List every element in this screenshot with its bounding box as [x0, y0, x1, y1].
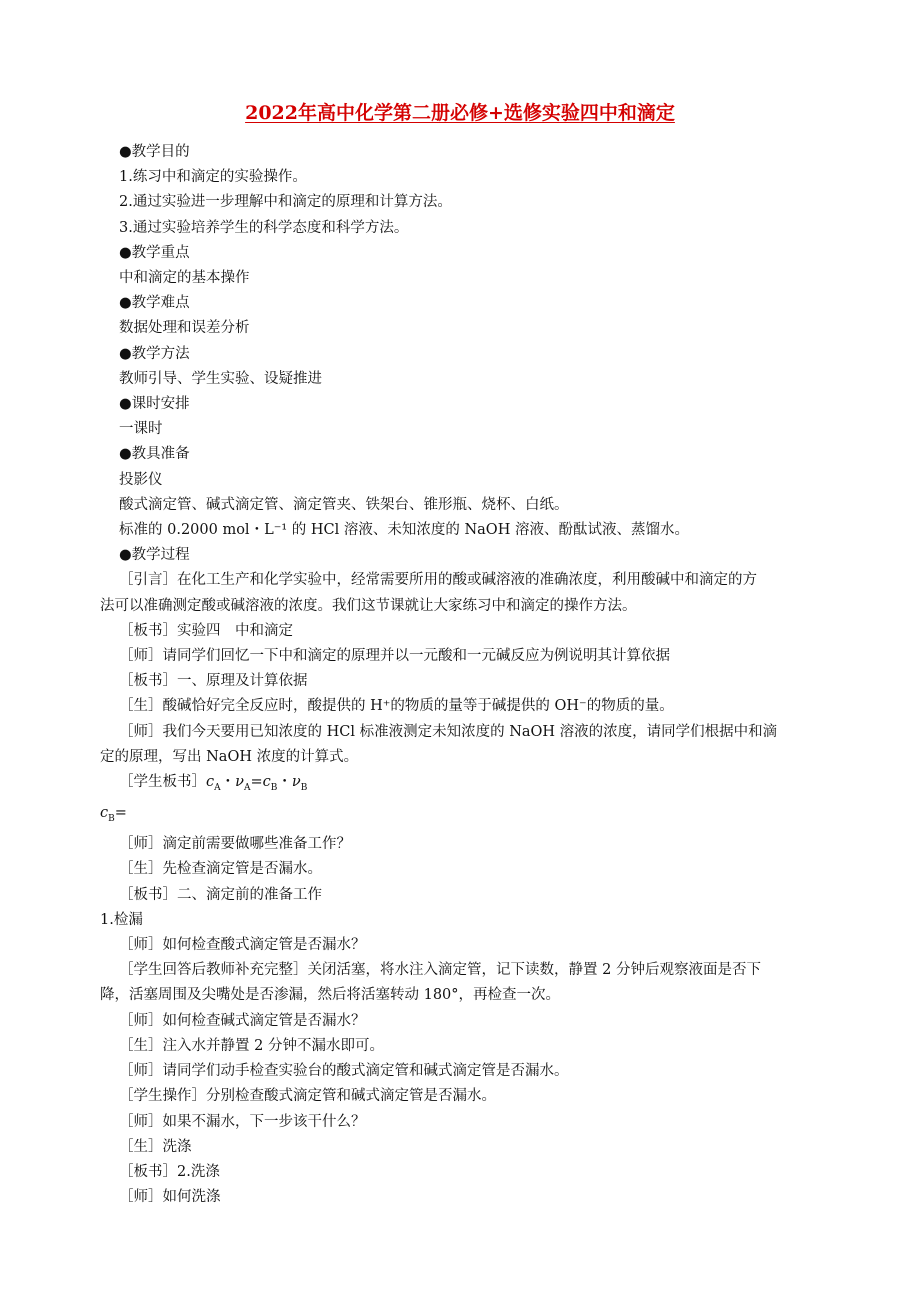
- paragraph-line: ［板书］2.洗涤: [119, 1163, 220, 1180]
- text-line: 教师引导、学生实验、设疑推进: [119, 370, 322, 387]
- paragraph-line: ［生］酸碱恰好完全反应时，酸提供的 H⁺的物质的量等于碱提供的 OH⁻的物质的量。: [119, 698, 674, 715]
- formula-line: [119, 770, 841, 801]
- paragraph-line: ［生］先检查滴定管是否漏水。: [119, 861, 322, 878]
- paragraph-line: ［学生操作］分别检查酸式滴定管和碱式滴定管是否漏水。: [119, 1088, 496, 1105]
- text-line: ●教学难点: [119, 295, 190, 312]
- paragraph-line: ［师］如何检查碱式滴定管是否漏水？: [119, 1012, 366, 1029]
- formula-sub: B: [300, 782, 308, 793]
- paragraph-line: 法可以准确测定酸或碱溶液的浓度。我们这节课就让大家练习中和滴定的操作方法。: [100, 597, 637, 614]
- paragraph-line: ［师］如果不漏水，下一步该干什么？: [119, 1113, 366, 1130]
- text-line: ●教学过程: [119, 547, 190, 564]
- text-line: ●课时安排: [119, 396, 190, 413]
- formula-v: ν: [291, 774, 301, 791]
- paragraph-line: ［师］如何检查酸式滴定管是否漏水？: [119, 937, 366, 954]
- formula-eq: =: [250, 774, 263, 791]
- text-line: ●教具准备: [119, 446, 190, 463]
- formula-sub: A: [214, 782, 221, 793]
- paragraph-line: ［生］注入水并静置 2 分钟不漏水即可。: [119, 1037, 384, 1054]
- text-line: 投影仪: [119, 471, 163, 488]
- formula-dot: ・: [277, 774, 292, 791]
- document-title: 2022年高中化学第二册必修+选修实验四中和滴定: [245, 102, 675, 124]
- paragraph-line: 降，活塞周围及尖嘴处是否渗漏，然后将活塞转动 180°，再检查一次。: [100, 987, 561, 1004]
- text-line: 标准的 0.2000 mol・L⁻¹ 的 HCl 溶液、未知浓度的 NaOH 溶液、酚酞试液、蒸馏水。: [119, 522, 689, 539]
- formula-sub: B: [108, 814, 115, 825]
- paragraph-line: ［师］滴定前需要做哪些准备工作？: [119, 836, 351, 853]
- paragraph-line: ［师］请同学们回忆一下中和滴定的原理并以一元酸和一元碱反应为例说明其计算依据: [119, 648, 670, 665]
- paragraph-line: ［师］如何洗涤: [119, 1189, 221, 1206]
- paragraph-line: ［学生回答后教师补充完整］关闭活塞，将水注入滴定管，记下读数，静置 2 分钟后观察液面是否下: [119, 962, 761, 979]
- paragraph-line: ［板书］实验四 中和滴定: [119, 622, 293, 639]
- text-line: ●教学方法: [119, 345, 190, 362]
- formula-sub: A: [243, 782, 251, 793]
- formula-v: ν: [235, 774, 244, 791]
- paragraph-line: ［师］请同学们动手检查实验台的酸式滴定管和碱式滴定管是否漏水。: [119, 1063, 569, 1080]
- paragraph-line: ［师］我们今天要用已知浓度的 HCl 标准液测定未知浓度的 NaOH 溶液的浓度，请同学们根据中和滴: [119, 723, 778, 740]
- formula-dot: ・: [220, 774, 236, 791]
- formula-eq: =: [114, 805, 127, 822]
- document-body: [100, 140, 841, 1210]
- formula-sub: B: [270, 782, 278, 793]
- paragraph-line: 定的原理，写出 NaOH 浓度的计算式。: [100, 748, 359, 765]
- text-line: 中和滴定的基本操作: [119, 270, 250, 287]
- formula-c: c: [206, 774, 215, 791]
- formula-line: [100, 801, 841, 832]
- paragraph-line: ［板书］二、滴定前的准备工作: [119, 886, 322, 903]
- text-line: 2.通过实验进一步理解中和滴定的原理和计算方法。: [119, 194, 452, 211]
- text-line: ●教学目的: [119, 144, 190, 160]
- paragraph-line: ［生］洗涤: [119, 1138, 192, 1155]
- paragraph-line: 1.检漏: [100, 911, 143, 928]
- text-line: 一课时: [119, 421, 163, 438]
- formula-c: c: [100, 805, 109, 822]
- paragraph-line: [119, 568, 841, 593]
- text-line: 数据处理和误差分析: [119, 320, 250, 337]
- text-line: 1.练习中和滴定的实验操作。: [119, 169, 307, 186]
- formula-c: c: [262, 774, 271, 791]
- text-line: 酸式滴定管、碱式滴定管、滴定管夹、铁架台、锥形瓶、烧杯、白纸。: [119, 496, 569, 513]
- paragraph-line: ［板书］一、原理及计算依据: [119, 673, 308, 690]
- text-line: 3.通过实验培养学生的科学态度和科学方法。: [119, 219, 409, 236]
- formula-prefix: ［学生板书］: [119, 774, 206, 791]
- paragraph-text: ［引言］在化工生产和化学实验中，经常需要所用的酸或碱溶液的准确浓度，利用酸碱中和滴定的方: [119, 572, 757, 589]
- text-line: ●教学重点: [119, 244, 190, 261]
